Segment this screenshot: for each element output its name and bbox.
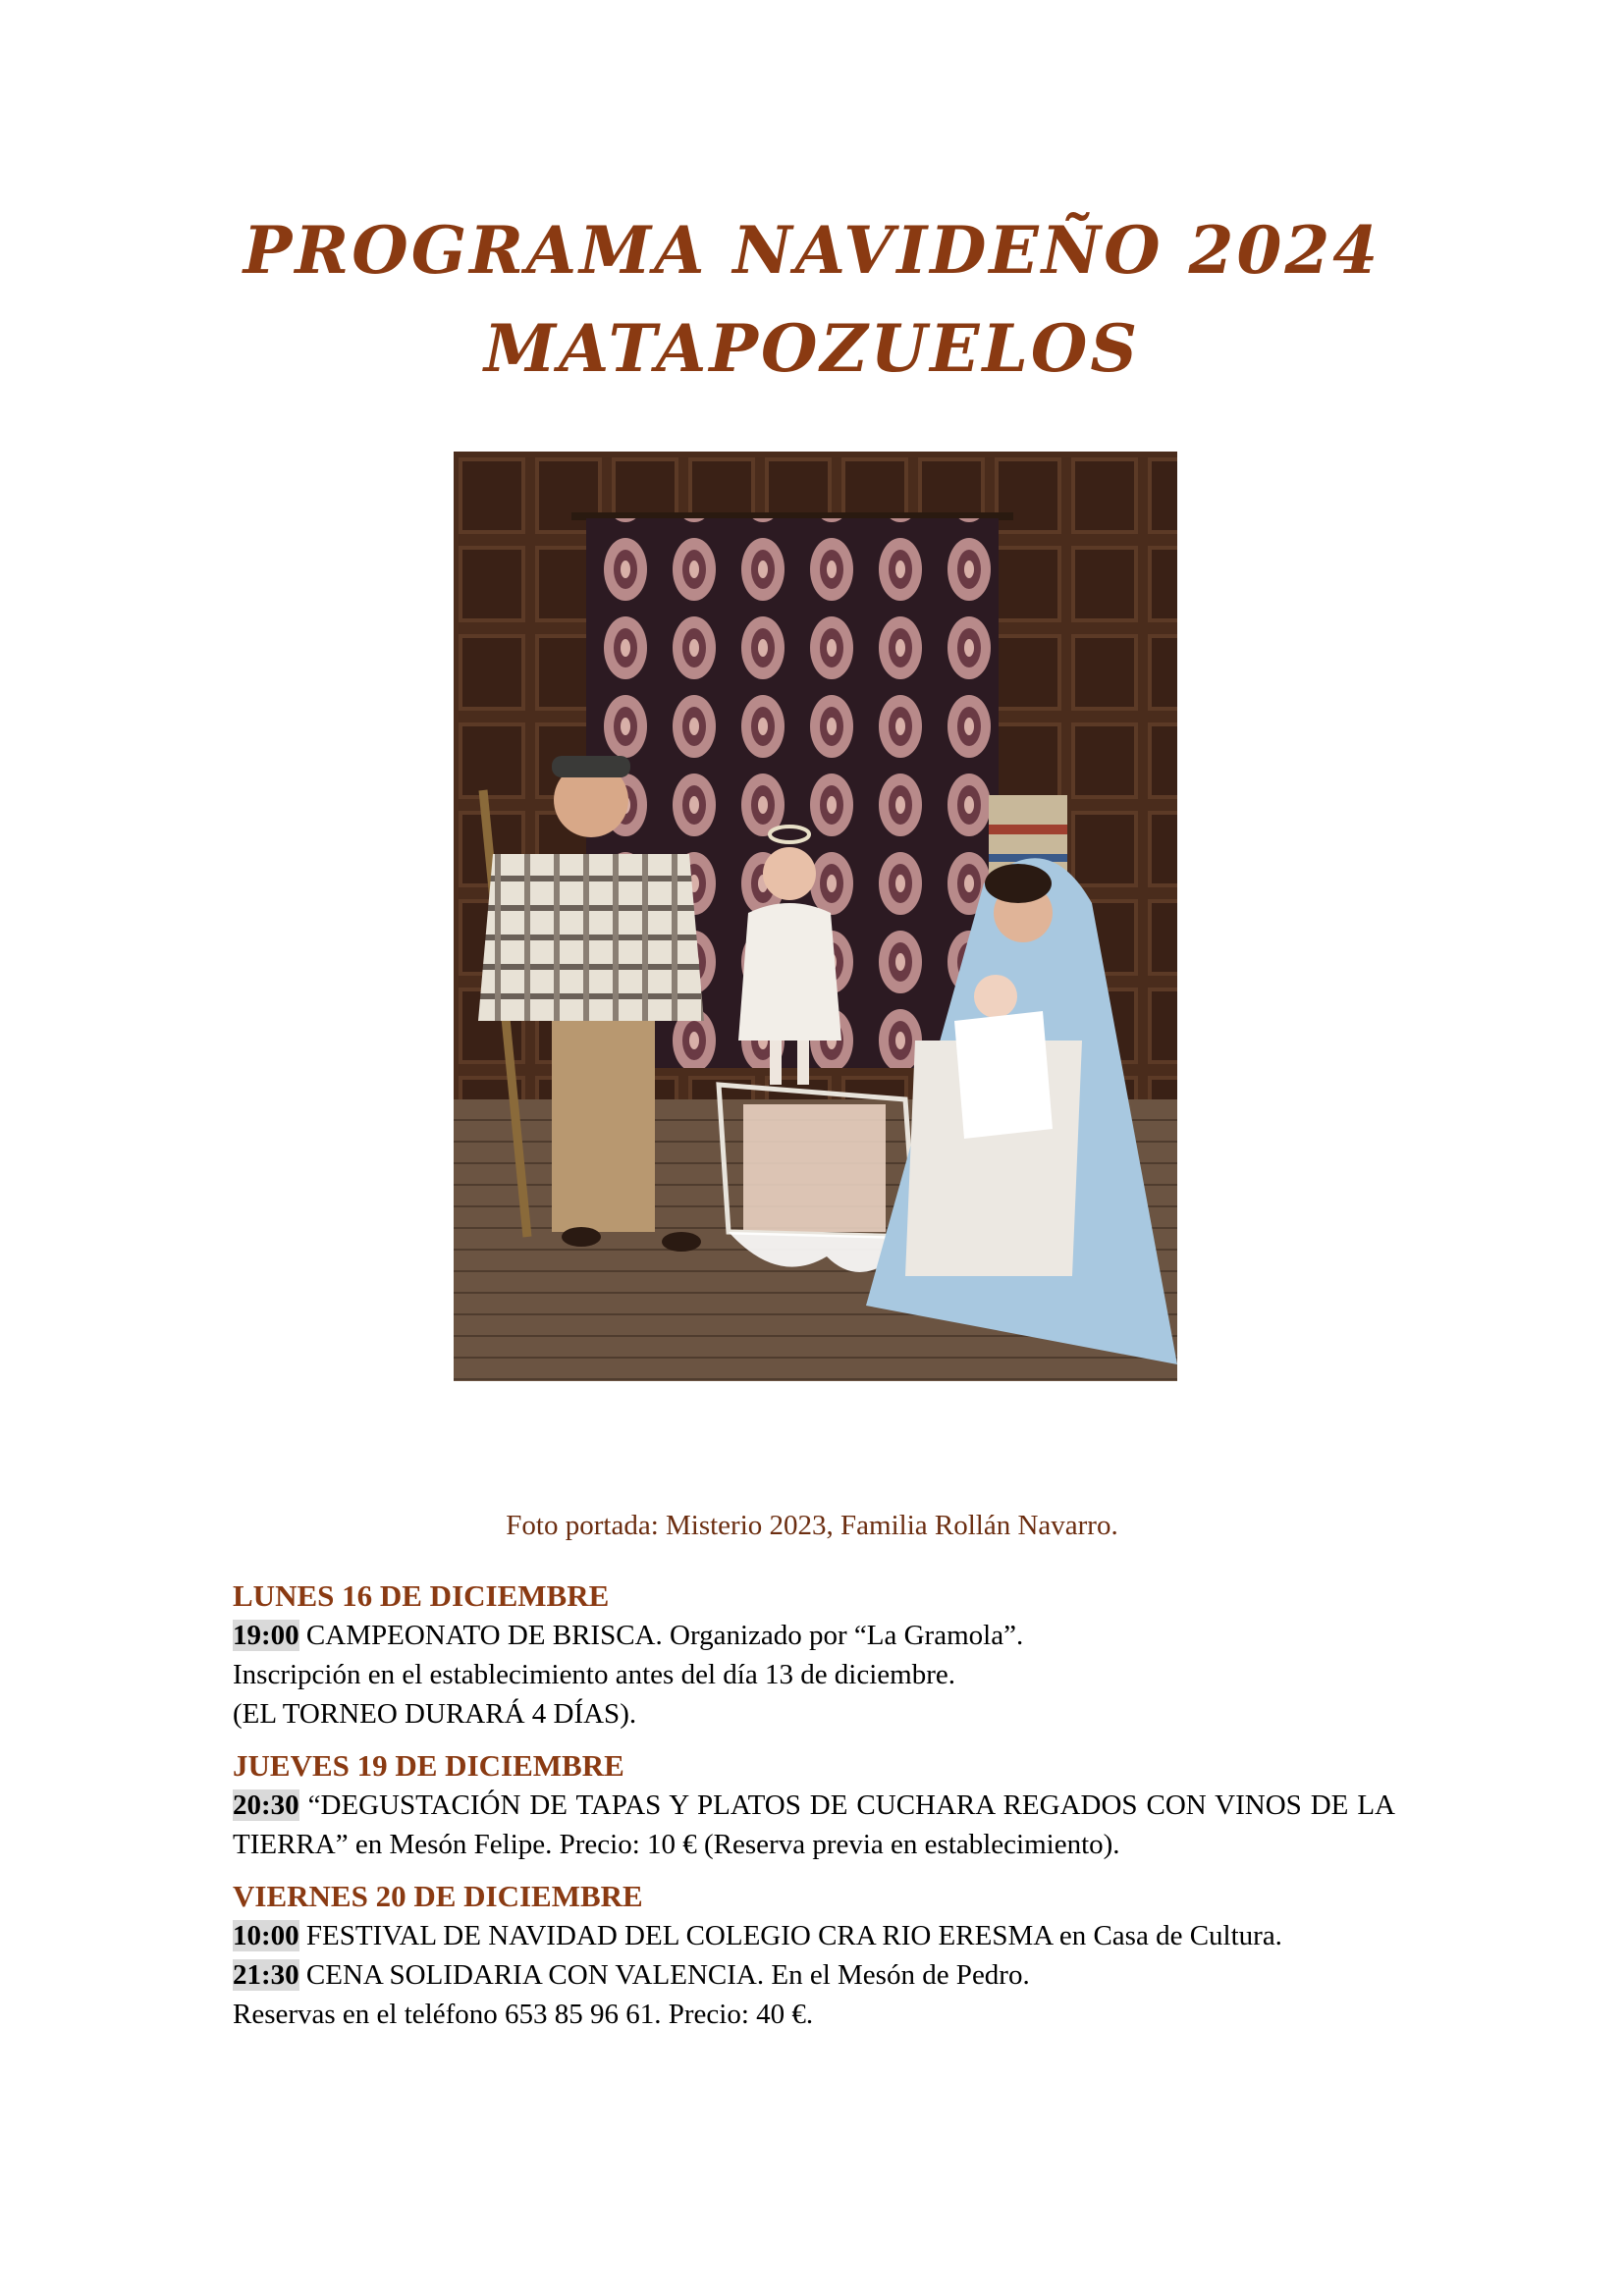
- event-time: 10:00: [233, 1920, 299, 1951]
- event-line: [233, 1916, 1395, 1955]
- schedule-list: [233, 1576, 1395, 2047]
- event-detail: Inscripción en el establecimiento antes del día 13 de diciembre.: [233, 1659, 956, 1690]
- event-line: [233, 1955, 1395, 1995]
- schedule-day: [233, 1576, 1395, 1734]
- nativity-photo: [454, 452, 1177, 1381]
- event-description: FESTIVAL DE NAVIDAD DEL COLEGIO CRA RIO ERESMA en Casa de Cultura.: [298, 1920, 1282, 1951]
- event-time: 21:30: [233, 1959, 299, 1991]
- event-description: CENA SOLIDARIA CON VALENCIA. En el Mesón de Pedro.: [298, 1959, 1030, 1991]
- event-detail: Reservas en el teléfono 653 85 96 61. Precio: 40 €.: [233, 1999, 814, 2030]
- day-heading: LUNES 16 DE DICIEMBRE: [233, 1578, 610, 1613]
- page-title: PROGRAMA NAVIDEÑO 2024: [243, 212, 1381, 289]
- event-line: [233, 1786, 1395, 1864]
- photo-caption: Foto portada: Misterio 2023, Familia Rollán Navarro.: [506, 1510, 1118, 1541]
- event-description: “DEGUSTACIÓN DE TAPAS Y PLATOS DE CUCHARA REGADOS CON VINOS DE LA TIERRA” en Mesón Felipe. Precio: 10 € (Reserva previa en establecimiento).: [233, 1789, 1395, 1860]
- event-detail: (EL TORNEO DURARÁ 4 DÍAS).: [233, 1698, 637, 1730]
- day-heading: JUEVES 19 DE DICIEMBRE: [233, 1748, 624, 1783]
- event-time: 19:00: [233, 1620, 299, 1651]
- event-description: CAMPEONATO DE BRISCA. Organizado por “La Gramola”.: [298, 1620, 1024, 1651]
- schedule-day: [233, 1746, 1395, 1864]
- day-heading: VIERNES 20 DE DICIEMBRE: [233, 1879, 643, 1913]
- event-line: [233, 1616, 1395, 1655]
- schedule-day: [233, 1877, 1395, 2034]
- page-subtitle: MATAPOZUELOS: [483, 310, 1141, 387]
- event-time: 20:30: [233, 1789, 299, 1821]
